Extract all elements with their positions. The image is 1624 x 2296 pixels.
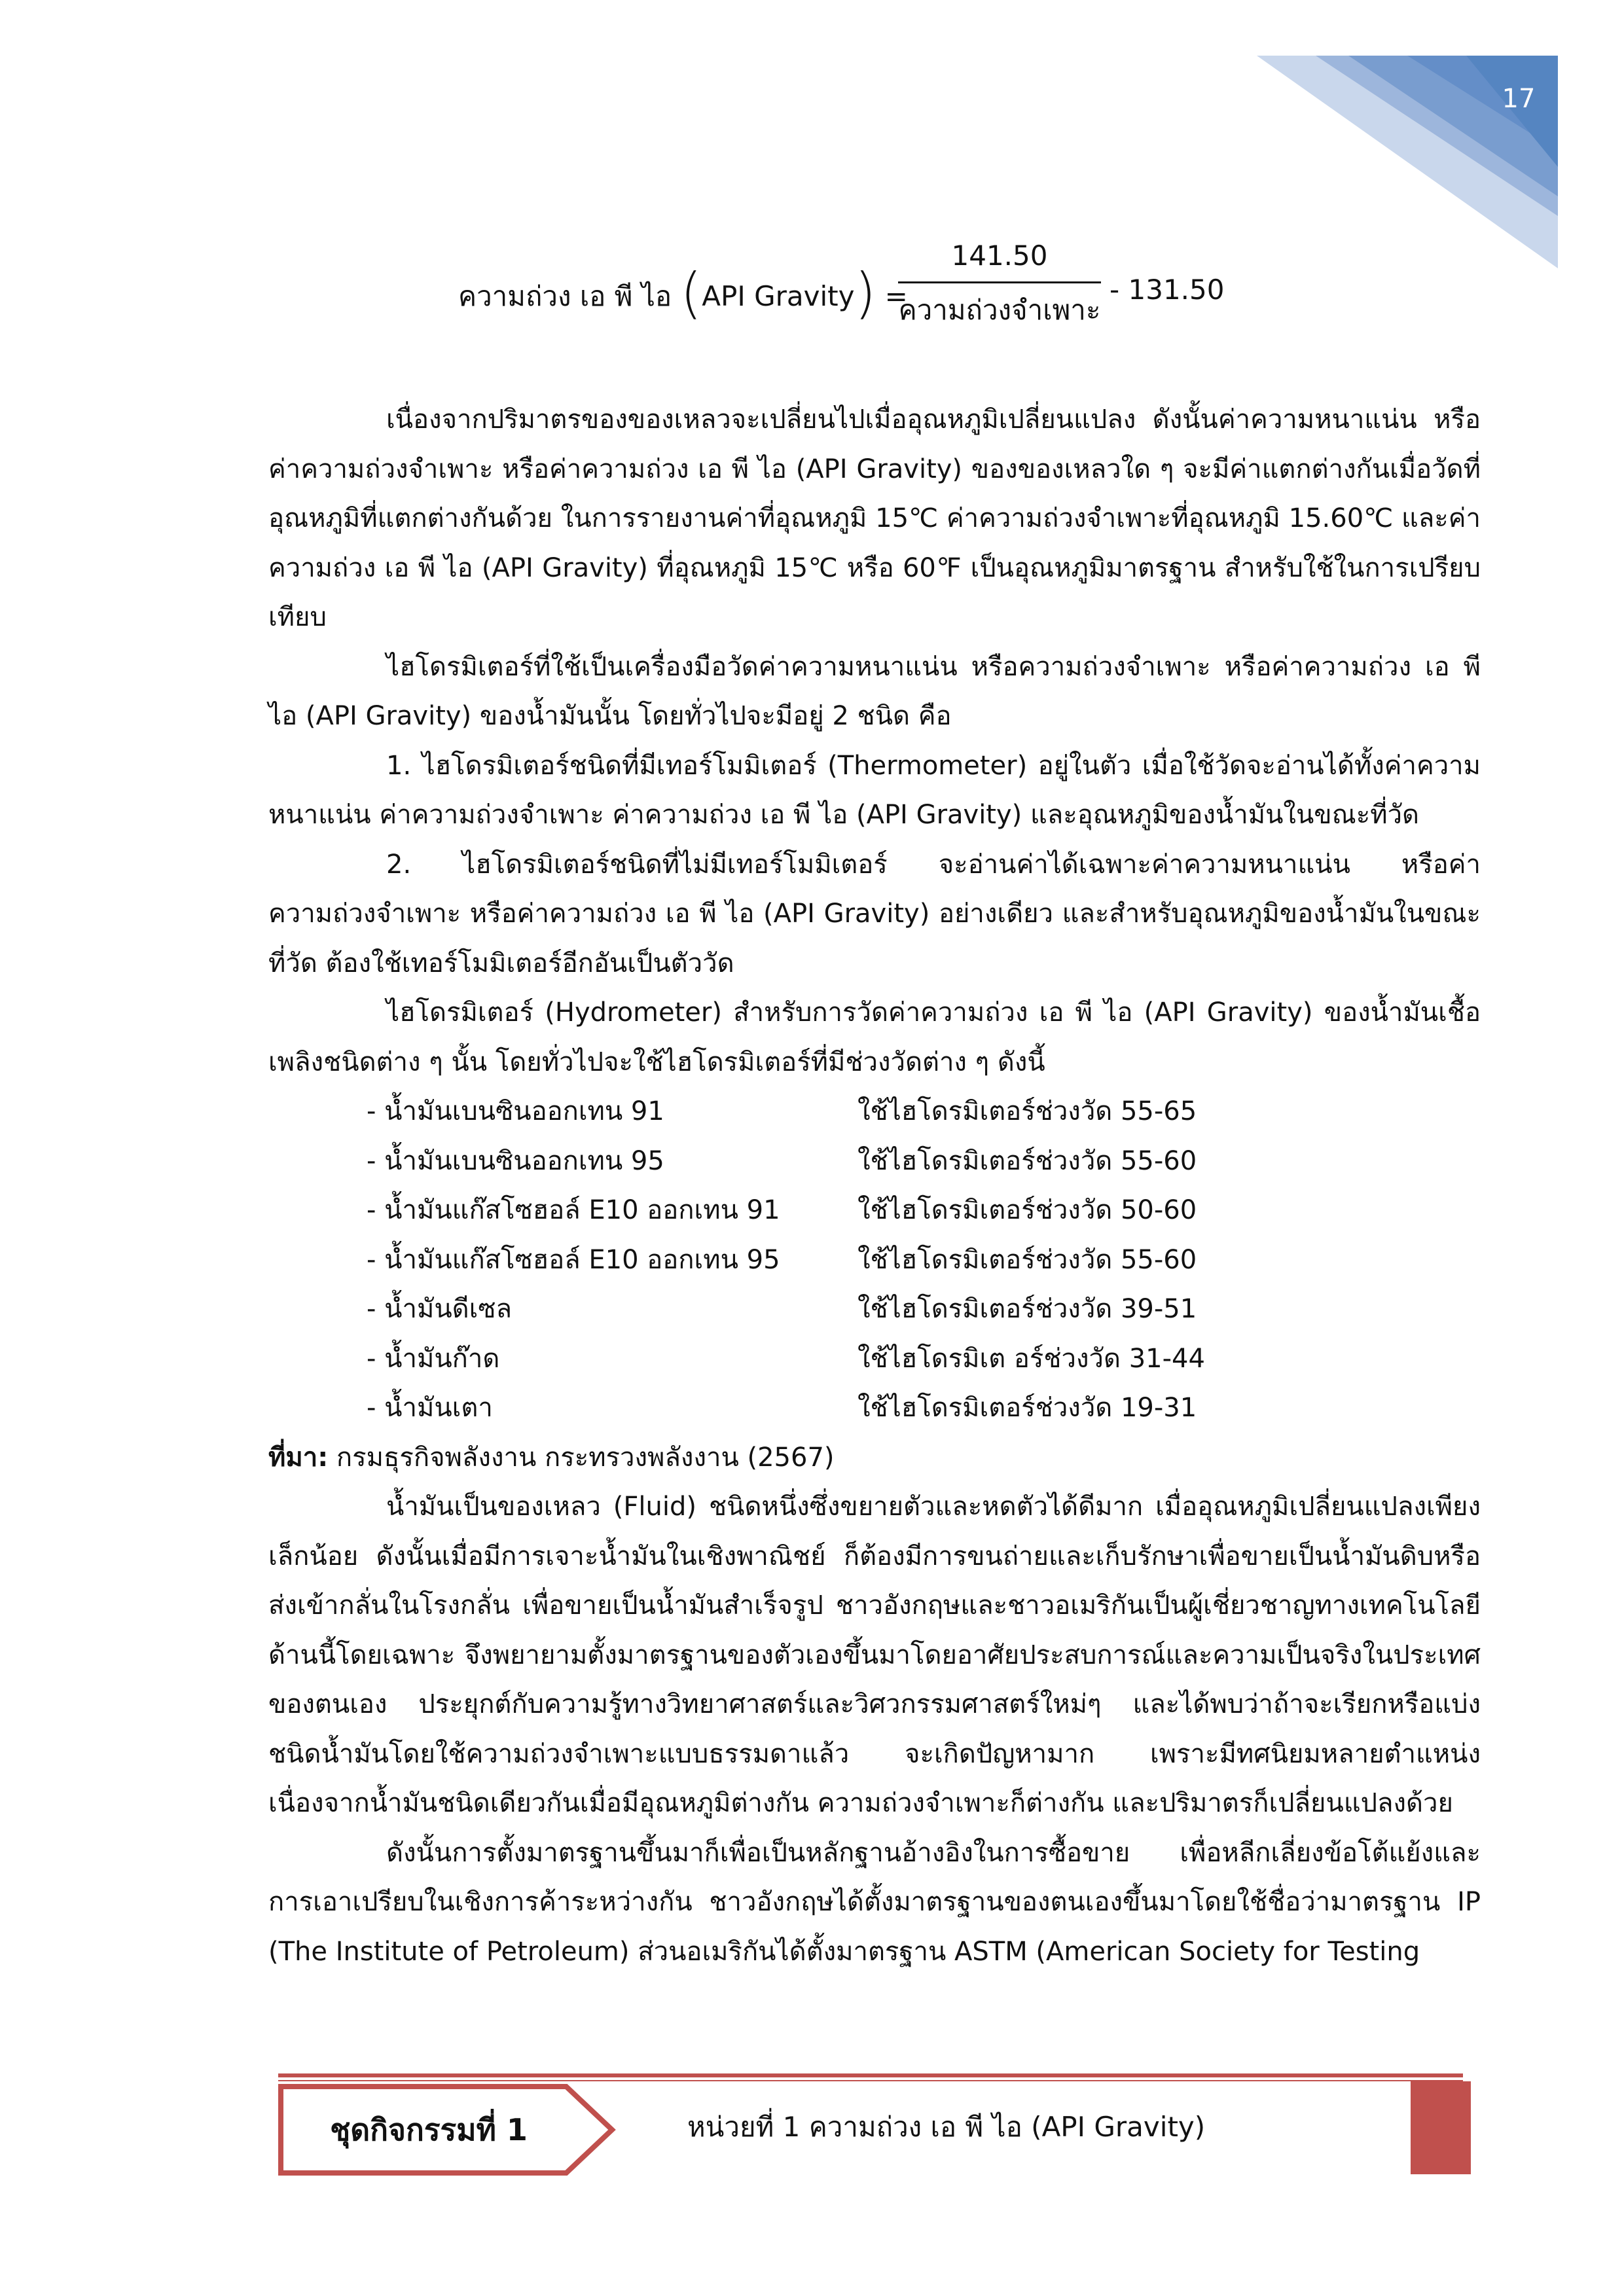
formula-equals: = — [884, 280, 908, 312]
formula-numerator: 141.50 — [951, 240, 1048, 272]
formula-lhs — [458, 261, 908, 325]
fuel-name: - น้ำมันแก๊สโซฮอล์ E10 ออกเทน 95 — [367, 1244, 780, 1275]
source-label: ที่มา: — [268, 1442, 329, 1473]
unit-title: หน่วยที่ 1 ความถ่วง เอ พี ไอ (API Gravity) — [687, 2111, 1206, 2143]
formula-lhs-thai: ความถ่วง เอ พี ไอ — [458, 280, 672, 312]
fraction-bar — [898, 281, 1101, 283]
paragraph-6: น้ำมันเป็นของเหลว (Fluid) ชนิดหนึ่งซึ่งขยายตัวและหดตัวได้ดีมาก เมื่ออุณหภูมิเปลี่ยนแปลงเพียงเล็กน้อย ดังนั้นเมื่อมีการเจาะน้ำมันในเชิงพาณิชย์ ก็ต้องมีการขนถ่ายและเก็บรักษาเพื่อขายเป็นน้ำมันดิบหรือส่งเข้ากลั่นในโรงกลั่น เพื่อขายเป็นน้ำมันสำเร็จรูป ชาวอังกฤษและชาวอเมริกันเป็นผู้เชี่ยวชาญทางเทคโนโลยีด้านนี้โดยเฉพาะ จึงพยายามตั้งมาตรฐานของตัวเองขึ้นมาโดยอาศัยประสบการณ์และความเป็นจริงในประเทศของตนเอง ประยุกต์กับความรู้ทางวิทยาศาสตร์และวิศวกรรมศาสตร์ใหม่ๆ และได้พบว่าถ้าจะเรียกหรือแบ่งชนิดน้ำมันโดยใช้ความถ่วงจำเพาะแบบธรรมดาแล้ว จะเกิดปัญหามาก เพราะมีทศนิยมหลายตำแหน่ง เนื่องจากน้ำมันชนิดเดียวกันเมื่อมีอุณหภูมิต่างกัน ความถ่วงจำเพาะก็ต่างกัน และปริมาตรก็เปลี่ยนแปลงด้วย — [268, 1492, 1481, 1818]
fuel-range: ใช้ไฮโดรมิเตอร์ช่วงวัด 50-60 — [857, 1195, 1197, 1225]
close-paren: ) — [854, 261, 876, 325]
formula-denominator: ความถ่วงจำเพาะ — [898, 294, 1101, 326]
fuel-range: ใช้ไฮโดรมิเตอร์ช่วงวัด 55-60 — [857, 1244, 1197, 1275]
formula-fraction — [898, 236, 1101, 331]
page-number: 17 — [1502, 84, 1536, 114]
fuel-range: ใช้ไฮโดรมิเตอร์ช่วงวัด 55-65 — [857, 1096, 1197, 1126]
fuel-range: ใช้ไฮโดรมิเตอร์ช่วงวัด 19-31 — [857, 1393, 1197, 1423]
open-paren: ( — [680, 261, 702, 325]
paragraph-1: เนื่องจากปริมาตรของของเหลวจะเปลี่ยนไปเมื่ออุณหภูมิเปลี่ยนแปลง ดังนั้นค่าความหนาแน่น หรือค่าความถ่วงจำเพาะ หรือค่าความถ่วง เอ พี ไอ (API Gravity) ของของเหลวใด ๆ จะมีค่าแตกต่างกันเมื่อวัดที่อุณหภูมิที่แตกต่างกันด้วย ในการรายงานค่าที่อุณหภูมิ 15℃ ค่าความถ่วงจำเพาะที่อุณหภูมิ 15.60℃ และค่าความถ่วง เอ พี ไอ (API Gravity) ที่อุณหภูมิ 15℃ หรือ 60℉ เป็นอุณหภูมิมาตรฐาน สำหรับใช้ในการเปรียบเทียบ — [268, 404, 1481, 632]
paragraph-2: ไฮโดรมิเตอร์ที่ใช้เป็นเครื่องมือวัดค่าความหนาแน่น หรือความถ่วงจำเพาะ หรือค่าความถ่วง เอ พี ไอ (API Gravity) ของน้ำมันนั้น โดยทั่วไปจะมีอยู่ 2 ชนิด คือ — [268, 651, 1481, 731]
activity-tab — [278, 2084, 619, 2176]
list-item — [268, 1087, 1481, 1137]
list-item — [268, 1137, 1481, 1187]
corner-decoration — [0, 0, 1624, 275]
formula-minus-constant: - 131.50 — [1110, 274, 1225, 306]
fuel-name: - น้ำมันดีเซล — [367, 1294, 512, 1324]
activity-label: ชุดกิจกรรมที่ 1 — [330, 2112, 528, 2147]
list-item — [268, 1335, 1481, 1384]
footer-rule — [278, 2073, 1463, 2077]
paragraph-7: ดังนั้นการตั้งมาตรฐานขึ้นมาก็เพื่อเป็นหลักฐานอ้างอิงในการซื้อขาย เพื่อหลีกเลี่ยงข้อโต้แย้งและการเอาเปรียบในเชิงการค้าระหว่างกัน ชาวอังกฤษได้ตั้งมาตรฐานของตนเองขึ้นมาโดยใช้ชื่อว่ามาตรฐาน IP (The Institute of Petroleum) ส่วนอเมริกันได้ตั้งมาตรฐาน ASTM (American Society for Testing — [268, 1837, 1481, 1967]
list-item — [268, 1285, 1481, 1335]
list-item — [268, 1186, 1481, 1236]
hydrometer-range-list — [268, 1087, 1481, 1433]
fuel-name: - น้ำมันแก๊สโซฮอล์ E10 ออกเทน 91 — [367, 1195, 780, 1225]
footer-rule-thin — [278, 2080, 1463, 2081]
formula-lhs-paren-text: API Gravity — [702, 280, 855, 312]
source-text: กรมธุรกิจพลังงาน กระทรวงพลังงาน (2567) — [328, 1442, 835, 1473]
paragraph-4: 2. ไฮโดรมิเตอร์ชนิดที่ไม่มีเทอร์โมมิเตอร์ จะอ่านค่าได้เฉพาะค่าความหนาแน่น หรือค่าความถ่วงจำเพาะ หรือค่าความถ่วง เอ พี ไอ (API Gravity) อย่างเดียว และสำหรับอุณหภูมิของน้ำมันในขณะที่วัด ต้องใช้เทอร์โมมิเตอร์อีกอันเป็นตัววัด — [268, 849, 1481, 978]
fuel-name: - น้ำมันก๊าด — [367, 1343, 500, 1374]
paragraph-5: ไฮโดรมิเตอร์ (Hydrometer) สำหรับการวัดค่าความถ่วง เอ พี ไอ (API Gravity) ของน้ำมันเชื้อเพลิงชนิดต่าง ๆ นั้น โดยทั่วไปจะใช้ไฮโดรมิเตอร์ที่มีช่วงวัดต่าง ๆ ดังนี้ — [268, 997, 1481, 1077]
footer-accent-block — [1411, 2081, 1471, 2174]
fuel-name: - น้ำมันเบนซินออกเทน 91 — [367, 1096, 664, 1126]
fuel-name: - น้ำมันเบนซินออกเทน 95 — [367, 1145, 664, 1176]
paragraph-3: 1. ไฮโดรมิเตอร์ชนิดที่มีเทอร์โมมิเตอร์ (Thermometer) อยู่ในตัว เมื่อใช้วัดจะอ่านได้ทั้งค่าความหนาแน่น ค่าความถ่วงจำเพาะ ค่าความถ่วง เอ พี ไอ (API Gravity) และอุณหภูมิของน้ำมันในขณะที่วัด — [268, 750, 1481, 830]
list-item — [268, 1384, 1481, 1433]
fuel-range: ใช้ไฮโดรมิเตอร์ช่วงวัด 39-51 — [857, 1294, 1197, 1324]
fuel-range: ใช้ไฮโดรมิเต อร์ช่วงวัด 31-44 — [857, 1343, 1205, 1374]
fuel-range: ใช้ไฮโดรมิเตอร์ช่วงวัด 55-60 — [857, 1145, 1197, 1176]
fuel-name: - น้ำมันเตา — [367, 1393, 493, 1423]
source-citation — [268, 1433, 1481, 1483]
body-text — [268, 395, 1481, 1977]
api-gravity-formula — [458, 236, 1244, 353]
list-item — [268, 1236, 1481, 1285]
